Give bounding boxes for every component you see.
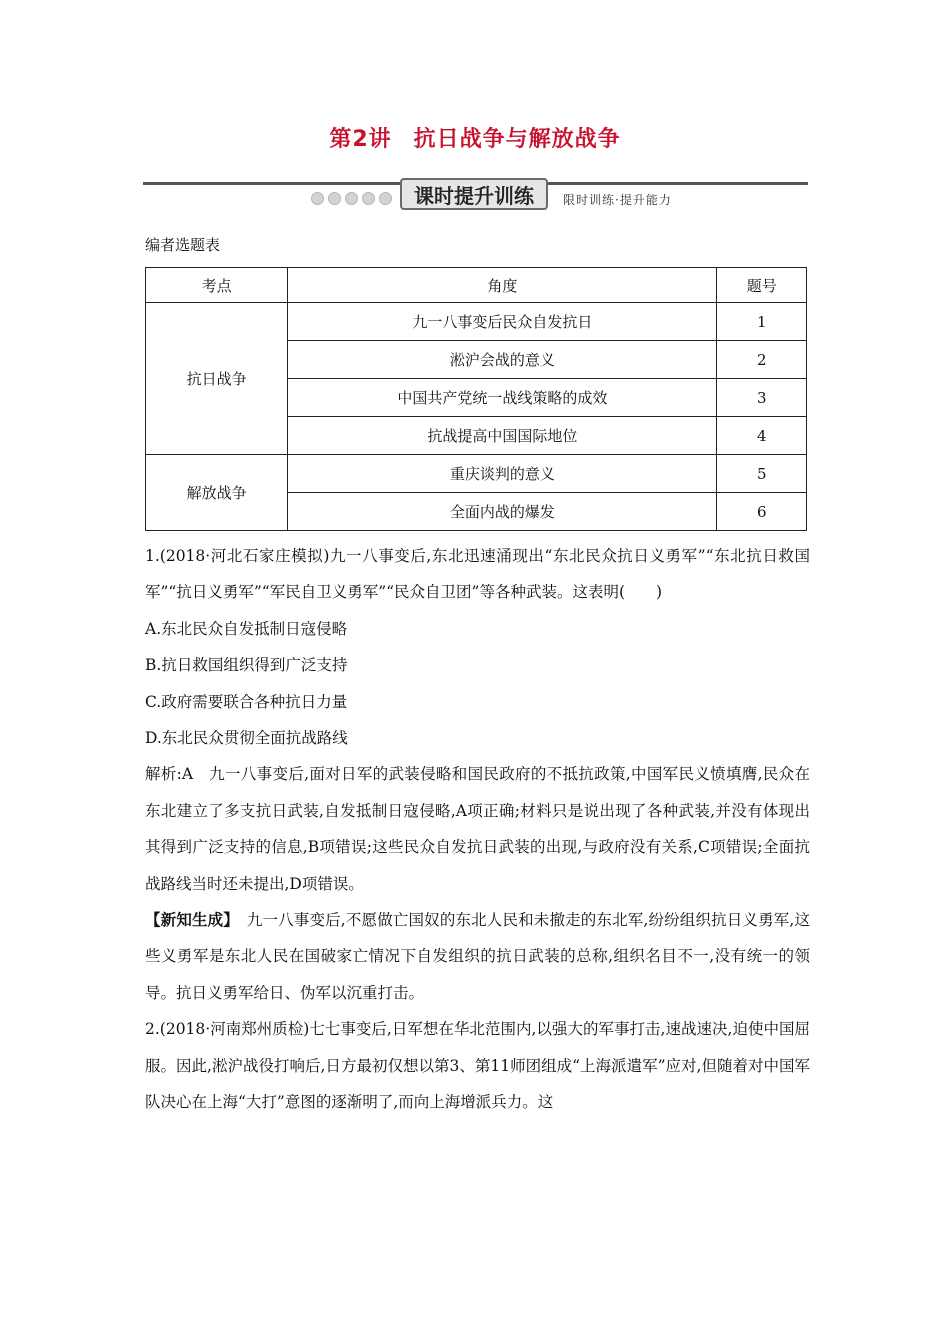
header-topic: 考点 (146, 268, 288, 303)
table-row (146, 455, 807, 493)
question-body (145, 538, 810, 1121)
angle-cell: 九一八事变后民众自发抗日 (288, 303, 717, 341)
option-b: B.抗日救国组织得到广泛支持 (145, 656, 348, 675)
option-c: C.政府需要联合各种抗日力量 (145, 692, 348, 711)
page-title (0, 122, 950, 153)
number-cell: 1 (717, 303, 807, 341)
number-cell: 5 (717, 455, 807, 493)
table-header-row (146, 268, 807, 303)
table-row (146, 303, 807, 341)
question-1-analysis: 解析:A 九一八事变后,面对日军的武装侵略和国民政府的不抵抗政策,中国军民义愤填膺,民众在东北建立了多支抗日武装,自发抵制日寇侵略,A项正确;材料只是说出现了各种武装,并没有体现出其得到广泛支持的信息,B项错误;这些民众自发抗日武装的出现,与政府没有关系,C项错误;全面抗战路线当时还未提出,D项错误。 (145, 765, 810, 893)
knowledge-label: 【新知生成】 (145, 910, 232, 930)
lesson-topic: 抗日战争与解放战争 (413, 127, 621, 152)
header-angle: 角度 (288, 268, 717, 303)
angle-cell: 重庆谈判的意义 (288, 455, 717, 493)
lesson-number: 第2讲 (329, 127, 392, 152)
selection-table (145, 267, 807, 531)
knowledge-text: 九一八事变后,不愿做亡国奴的东北人民和未撤走的东北军,纷纷组织抗日义勇军,这些义勇军是东北人民在国破家亡情况下自发组织的抗日武装的总称,组织名目不一,没有统一的领导。抗日义勇军给日、伪军以沉重打击。 (145, 911, 810, 1002)
question-1-stem: 1.(2018·河北石家庄模拟)九一八事变后,东北迅速涌现出“东北民众抗日义勇军”“东北抗日救国军”“抗日义勇军”“军民自卫义勇军”“民众自卫团”等各种武装。这表明( ) (145, 547, 810, 602)
topic-cell: 解放战争 (146, 455, 288, 531)
header-number: 题号 (717, 268, 807, 303)
dot-icon (311, 192, 324, 205)
dot-icon (328, 192, 341, 205)
dot-icon (345, 192, 358, 205)
table-label: 编者选题表 (145, 236, 221, 254)
number-cell: 2 (717, 341, 807, 379)
section-banner (143, 178, 808, 218)
topic-cell: 抗日战争 (146, 303, 288, 455)
banner-dots (311, 192, 392, 205)
banner-badge: 课时提升训练 (400, 178, 548, 210)
angle-cell: 抗战提高中国国际地位 (288, 417, 717, 455)
knowledge-note (145, 902, 810, 1011)
dot-icon (362, 192, 375, 205)
option-d: D.东北民众贯彻全面抗战路线 (145, 729, 348, 748)
banner-tagline: 限时训练·提升能力 (563, 193, 672, 207)
angle-cell: 淞沪会战的意义 (288, 341, 717, 379)
dot-icon (379, 192, 392, 205)
angle-cell: 全面内战的爆发 (288, 493, 717, 531)
question-2-stem: 2.(2018·河南郑州质检)七七事变后,日军想在华北范围内,以强大的军事打击,速战速决,迫使中国屈服。因此,淞沪战役打响后,日方最初仅想以第3、第11师团组成“上海派遣军”应对,但随着对中国军队决心在上海“大打”意图的逐渐明了,而向上海增派兵力。这 (145, 1020, 810, 1112)
angle-cell: 中国共产党统一战线策略的成效 (288, 379, 717, 417)
number-cell: 6 (717, 493, 807, 531)
option-a: A.东北民众自发抵制日寇侵略 (145, 619, 348, 638)
number-cell: 3 (717, 379, 807, 417)
number-cell: 4 (717, 417, 807, 455)
